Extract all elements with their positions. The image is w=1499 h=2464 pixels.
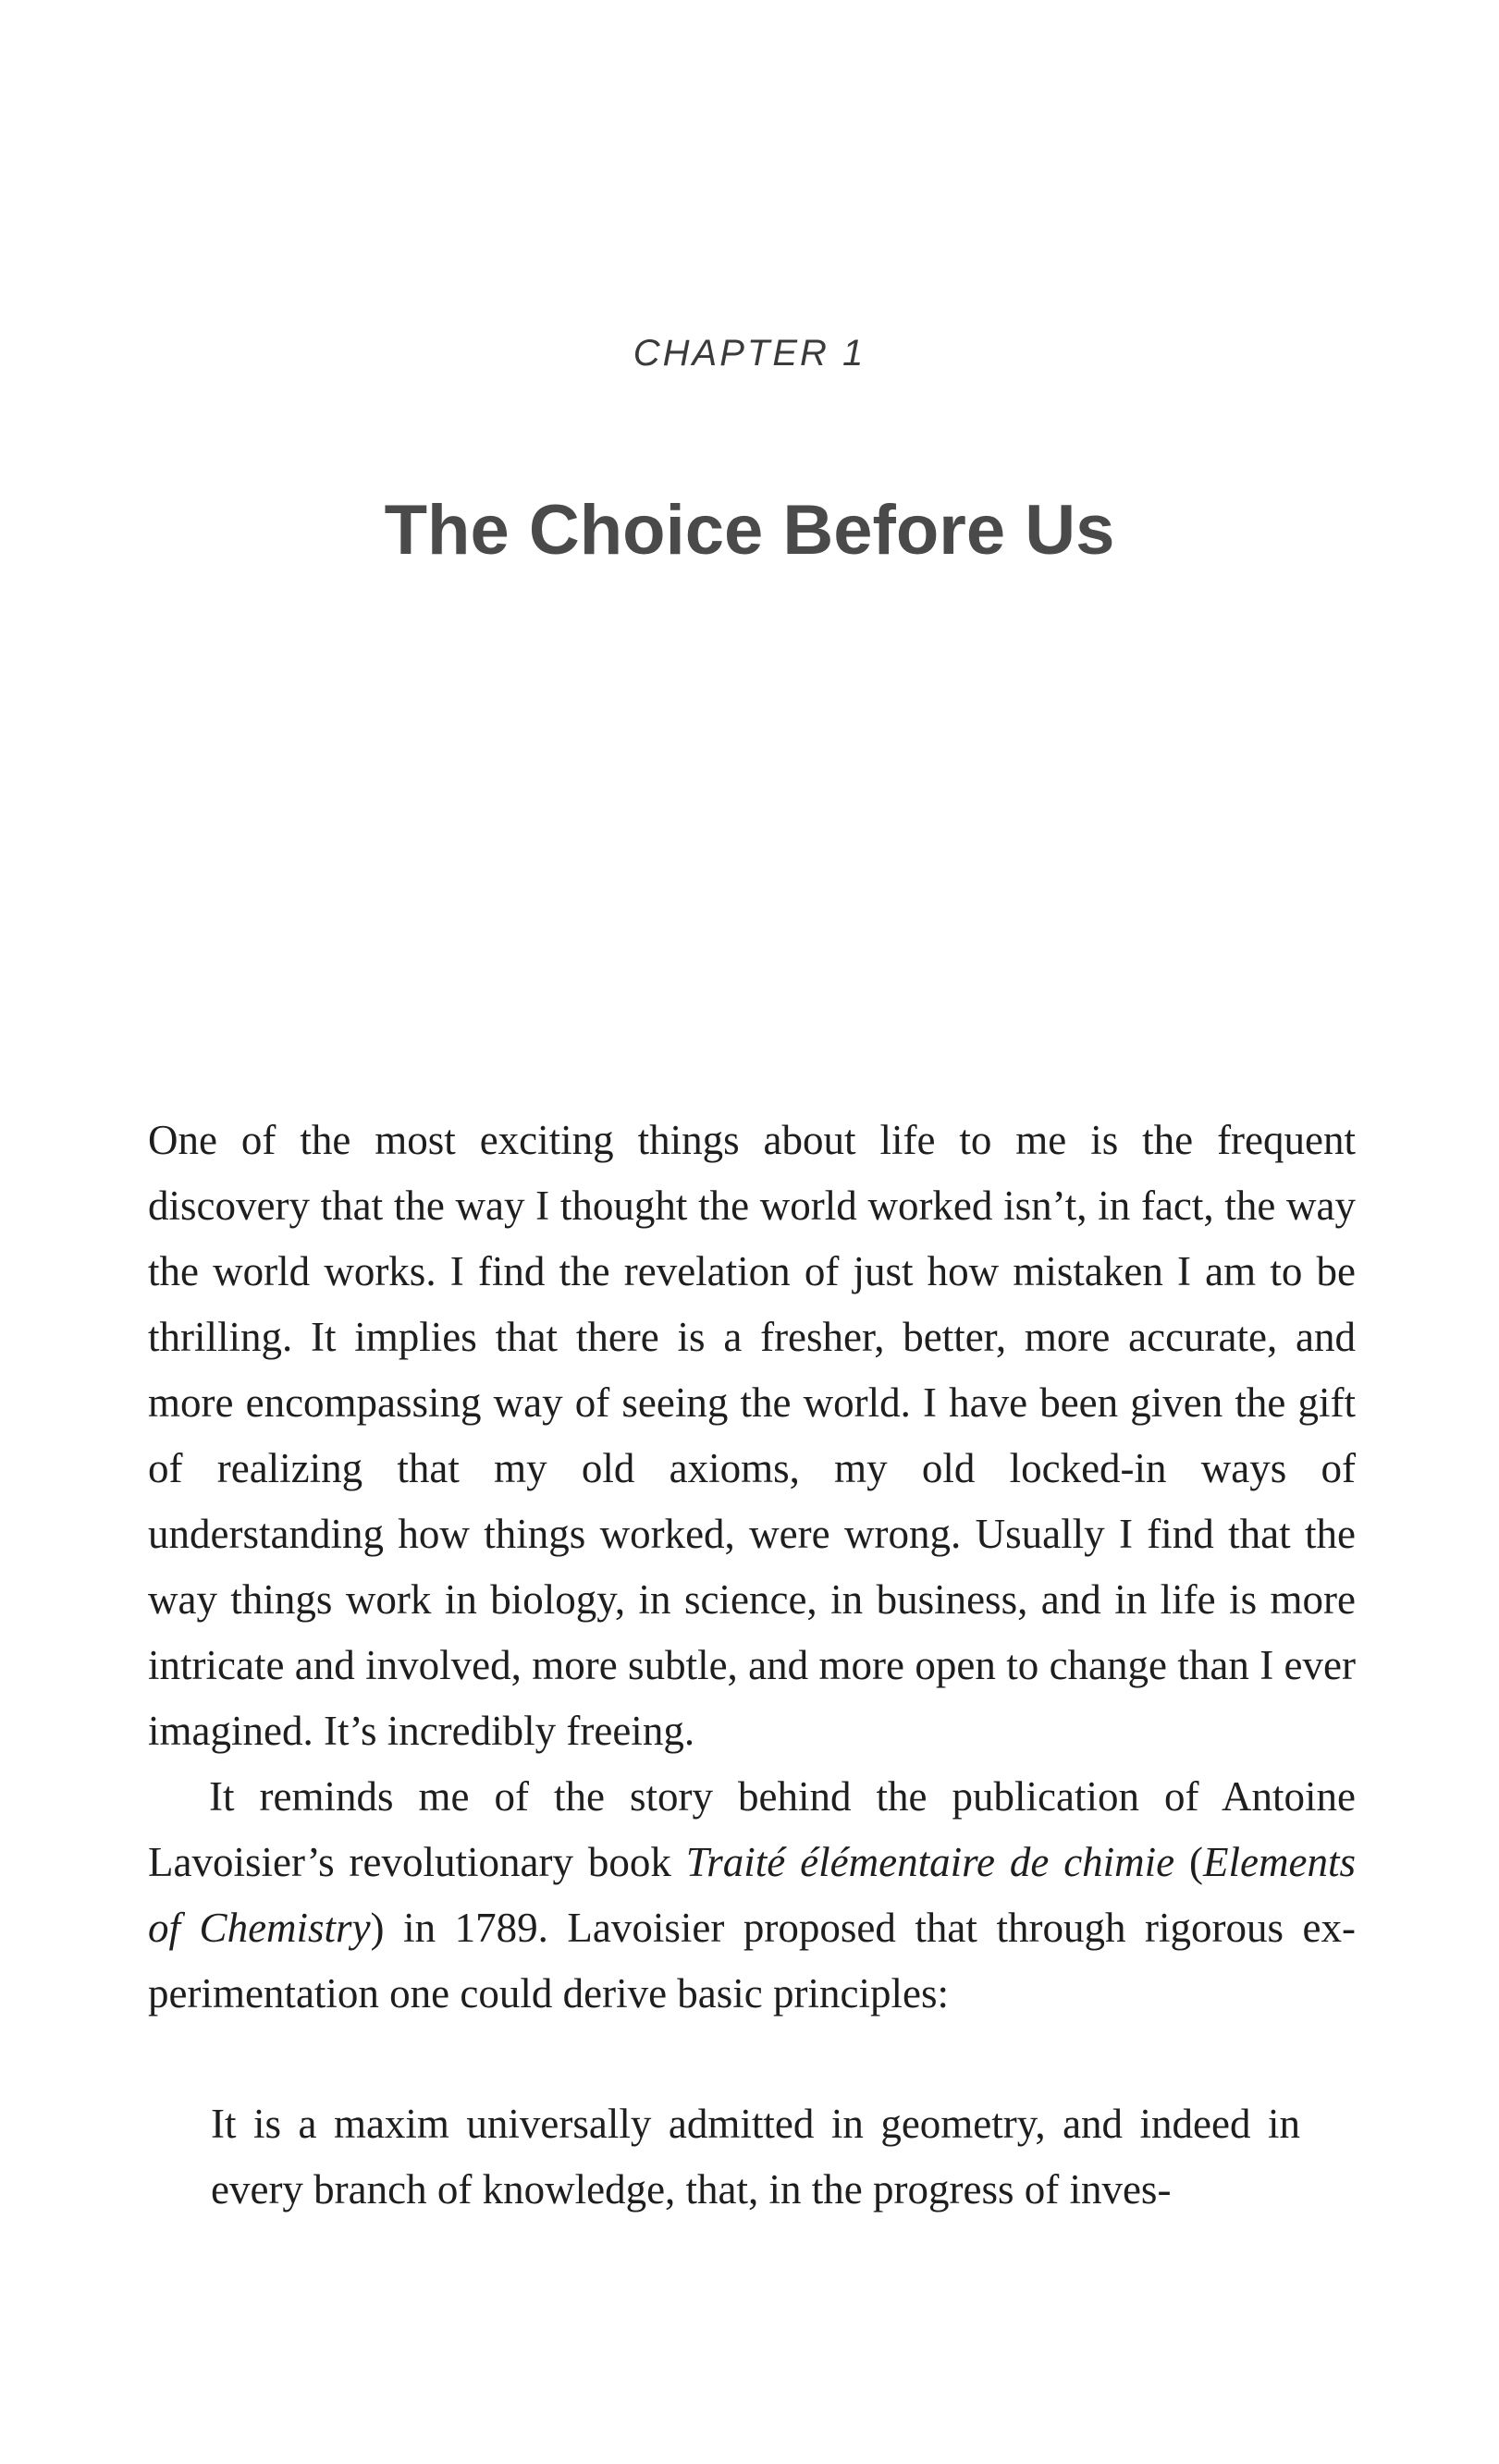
paragraph-1: One of the most exciting things about life to me is the frequent discovery that the way I thought the world worked isn’t, in fact, the way the world works. I find the revelation of just how mistaken I am to be thrilling. It implies that there is a fresher, better, more accurate, and more encompassing way of seeing the world. I have been given the gift of realizing that my old axioms, my old locked-in ways of understanding how things worked, were wrong. Usually I find that the way things work in biology, in science, in business, and in life is more intricate and involved, more subtle, and more open to change than I ever imagined. It’s incredibly freeing.	[148, 1117, 1356, 1754]
book-title-french: Traité élémentaire de chimie	[685, 1839, 1175, 1885]
block-quote: It is a maxim universally admitted in geometry, and indeed in every branch of knowledge, that, in the progress of inves-	[211, 2101, 1300, 2213]
chapter-label: CHAPTER 1	[633, 333, 866, 374]
paragraph-2-end: ) in 1789. Lavoisier proposed that through rigorous experimentation one could derive basic principles:	[148, 1905, 1356, 2017]
paragraph-2-paren: (	[1174, 1839, 1204, 1885]
paragraph-2-start: It reminds me of the story behind the publication of Antoine Lavoisier’s revolutionary book	[148, 1773, 1356, 1885]
paragraph-2	[148, 1764, 1356, 2027]
body-text	[148, 1108, 1356, 2027]
chapter-title: The Choice Before Us	[384, 491, 1115, 570]
book-title-english: Elements of Chemistry	[148, 1839, 1356, 1951]
